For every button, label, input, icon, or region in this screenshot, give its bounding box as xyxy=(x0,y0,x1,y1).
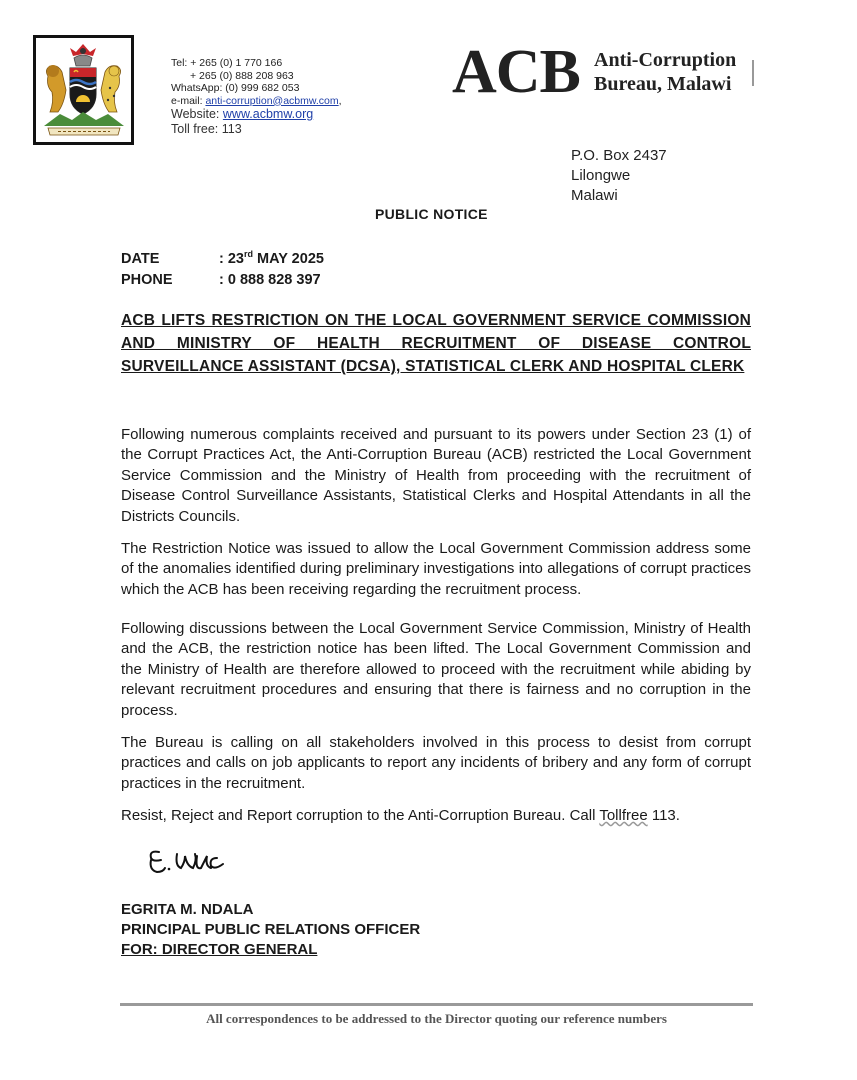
signatory-for-line: FOR: DIRECTOR GENERAL xyxy=(121,941,318,958)
telephone-line-1: Tel: + 265 (0) 1 770 166 xyxy=(171,57,283,69)
closing-tollfree: Tollfree xyxy=(599,807,648,824)
date-day: : 23 xyxy=(219,250,244,267)
paragraph-4: The Bureau is calling on all stakeholders involved in this process to desist from corrupt practices and calls on job applicants to report any incidents of bribery and any form of corrupt practices in the recruitment. xyxy=(121,734,751,792)
phone-label: PHONE xyxy=(121,271,173,288)
signature-icon xyxy=(145,842,255,882)
date-row xyxy=(121,244,324,270)
whatsapp-line: WhatsApp: (0) 999 682 053 xyxy=(171,82,300,94)
acb-logo-name-line-1: Anti-Corruption xyxy=(594,49,737,71)
closing-prefix: Resist, Reject and Report corruption to the Anti-Corruption Bureau. Call xyxy=(121,807,600,824)
signatory-name: EGRITA M. NDALA xyxy=(121,901,254,918)
address-line-1: P.O. Box 2437 xyxy=(571,147,667,164)
email-row xyxy=(171,95,342,108)
notice-meta xyxy=(121,244,324,291)
acb-logo-letters: ACB xyxy=(452,38,580,106)
coat-of-arms-logo xyxy=(33,35,134,145)
signatory-block xyxy=(121,900,420,960)
email-suffix: , xyxy=(338,94,342,107)
acb-logo-name-line-2: Bureau, Malawi xyxy=(594,73,732,95)
coat-of-arms-icon xyxy=(40,42,127,138)
phone-value: : 0 888 828 397 xyxy=(219,271,321,288)
paragraph-3: Following discussions between the Local Government Service Commission, Ministry of Health and the ACB, the restriction notice has been lifted. The Local Government Commission and the Ministry of Health are therefore allowed to proceed with the recruitment while abiding by relevant recruitment procedures and ensuring that there is fairness and no corruption in the process. xyxy=(121,620,751,719)
contact-block xyxy=(171,57,342,136)
website-link[interactable]: www.acbmw.org xyxy=(222,107,314,121)
tollfree-line: Toll free: 113 xyxy=(171,121,242,136)
date-value xyxy=(219,251,324,267)
date-ordinal: rd xyxy=(244,249,253,259)
closing-line xyxy=(121,806,751,826)
address-line-2: Lilongwe xyxy=(571,167,631,184)
footer-note: All correspondences to be addressed to the Director quoting our reference numbers xyxy=(206,1011,667,1026)
website-label: Website: xyxy=(171,107,220,121)
website-row xyxy=(171,107,342,122)
handwritten-signature xyxy=(145,842,255,887)
closing-suffix: 113. xyxy=(647,807,680,824)
acb-logo-name xyxy=(594,48,736,96)
email-link[interactable]: anti-corruption@acbmw.com xyxy=(205,94,339,107)
date-label: DATE xyxy=(121,250,160,267)
signatory-position: PRINCIPAL PUBLIC RELATIONS OFFICER xyxy=(121,921,421,938)
notice-headline: ACB LIFTS RESTRICTION ON THE LOCAL GOVERNMENT SERVICE COMMISSION AND MINISTRY OF HEALTH RECRUITMENT OF DISEASE CONTROL SURVEILLANCE ASSISTANT (DCSA), STATISTICAL CLERK AND HOSPITAL CLERK xyxy=(121,312,751,375)
footer-divider xyxy=(120,1003,753,1006)
postal-address xyxy=(571,146,667,206)
logo-divider xyxy=(752,60,754,86)
paragraph-2: The Restriction Notice was issued to allow the Local Government Commission address some of the anomalies identified during preliminary investigations into allegations of corrupt practices which the ACB has been receiving regarding the recruitment process. xyxy=(121,540,751,598)
notice-title: PUBLIC NOTICE xyxy=(375,206,488,222)
address-line-3: Malawi xyxy=(571,187,618,204)
phone-row xyxy=(121,270,324,291)
date-month-year: MAY 2025 xyxy=(253,250,324,267)
email-label: e-mail: xyxy=(171,94,203,107)
telephone-line-2: + 265 (0) 888 208 963 xyxy=(190,69,294,82)
paragraph-1: Following numerous complaints received and pursuant to its powers under Section 23 (1) of the Corrupt Practices Act, the Anti-Corruption Bureau (ACB) restricted the Local Government Service Commission and the Ministry of Health from proceeding with the recruitment of Disease Control Surveillance Assistants, Statistical Clerks and Hospital Attendants in all the Districts Councils. xyxy=(121,426,751,525)
